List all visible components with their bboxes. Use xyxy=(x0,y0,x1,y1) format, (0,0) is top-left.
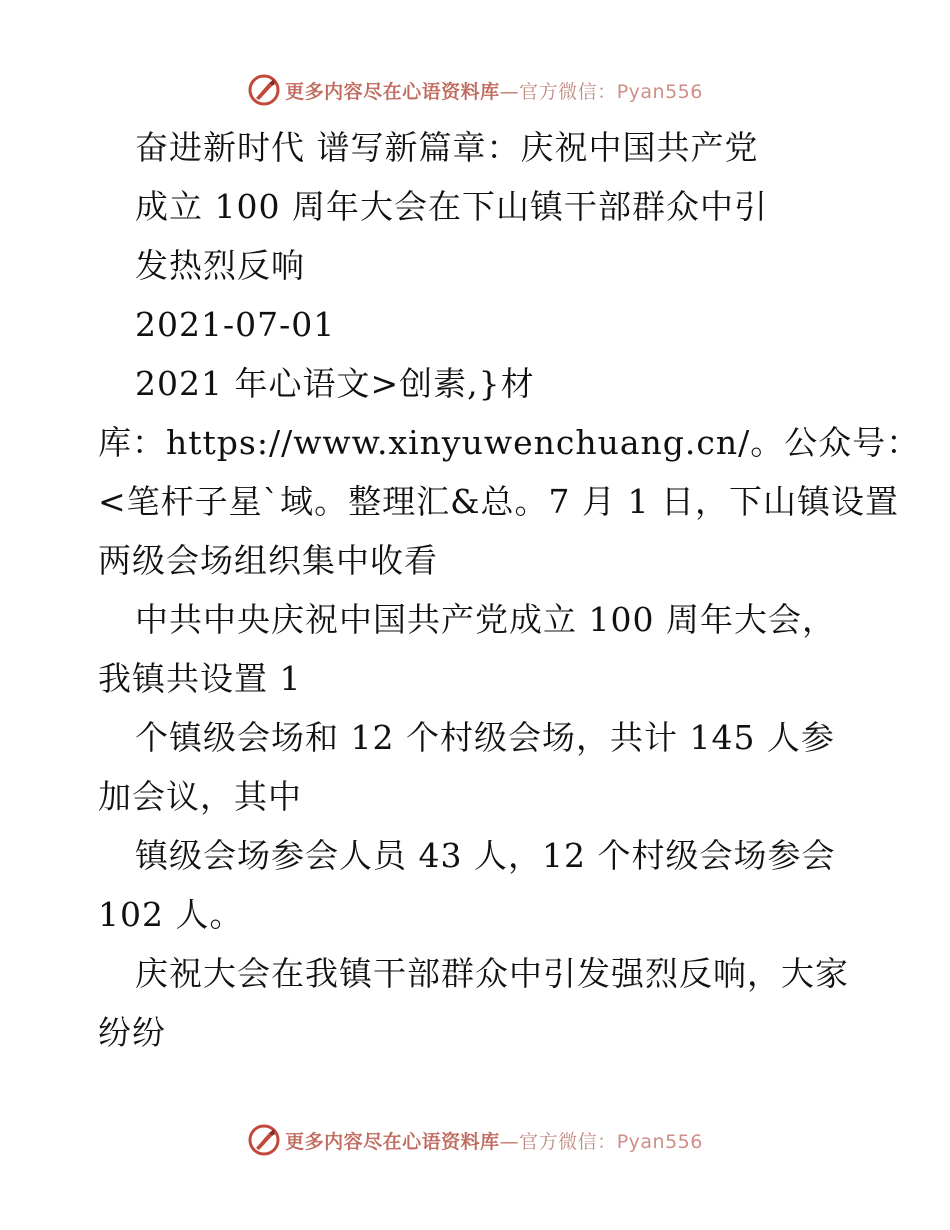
text-line: 个镇级会场和 12 个村级会场，共计 145 人参 xyxy=(135,718,835,757)
text-line: 两级会场组织集中收看 xyxy=(98,541,438,580)
header-watermark-banner xyxy=(0,70,950,110)
banner-title: 更多内容尽在心语资料库 xyxy=(285,1130,500,1153)
text-line: <笔杆子星`域。整理汇&总。7 月 1 日，下山镇设置 xyxy=(98,482,899,521)
pen-nib-logo-icon xyxy=(247,1123,281,1157)
banner-wechat-id: Pyan556 xyxy=(616,80,703,103)
banner-text xyxy=(285,77,703,104)
footer-watermark-banner xyxy=(0,1120,950,1160)
text-line: 我镇共设置 1 xyxy=(98,659,302,698)
text-line: 发热烈反响 xyxy=(135,246,305,285)
pen-nib-logo-icon xyxy=(247,73,281,107)
text-line: 奋进新时代 谱写新篇章：庆祝中国共产党 xyxy=(135,128,759,167)
text-line: 镇级会场参会人员 43 人，12 个村级会场参会 xyxy=(135,836,836,875)
text-line: 库：https://www.xinyuwenchuang.cn/。公众号： xyxy=(98,423,921,462)
document-body xyxy=(98,118,921,1062)
banner-text xyxy=(285,1127,703,1154)
text-line: 中共中央庆祝中国共产党成立 100 周年大会， xyxy=(135,600,836,639)
banner-wechat-label: 官方微信： xyxy=(519,80,617,103)
banner-wechat-label: 官方微信： xyxy=(519,1130,617,1153)
text-line: 2021 年心语文>创素,}材 xyxy=(135,364,535,403)
text-line: 102 人。 xyxy=(98,895,244,934)
banner-dash: — xyxy=(499,1130,520,1153)
text-line: 加会议，其中 xyxy=(98,777,302,816)
text-line: 2021-07-01 xyxy=(135,305,336,344)
text-line: 纷纷 xyxy=(98,1013,166,1052)
text-line: 庆祝大会在我镇干部群众中引发强烈反响，大家 xyxy=(135,954,849,993)
banner-wechat-id: Pyan556 xyxy=(616,1130,703,1153)
banner-dash: — xyxy=(499,80,520,103)
banner-title: 更多内容尽在心语资料库 xyxy=(285,80,500,103)
text-line: 成立 100 周年大会在下山镇干部群众中引 xyxy=(135,187,768,226)
